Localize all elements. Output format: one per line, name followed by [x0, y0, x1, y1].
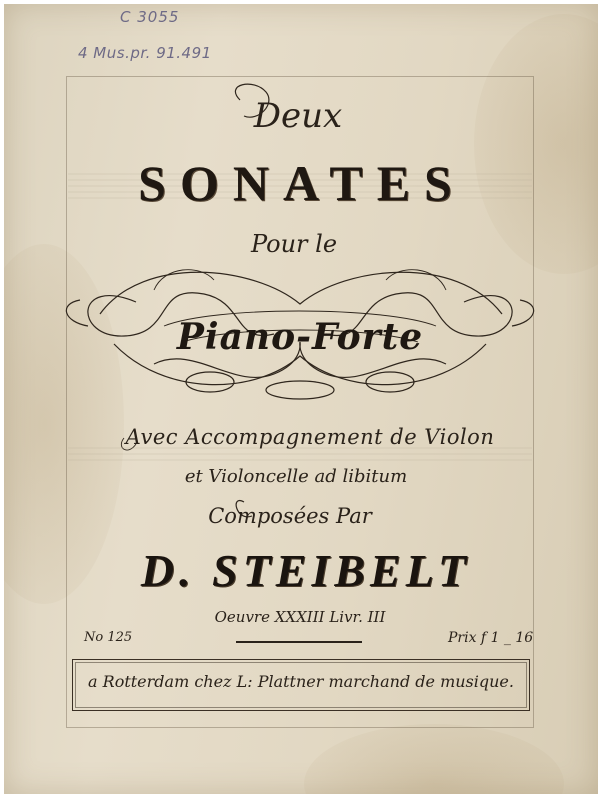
- opus-number: Oeuvre XXXIII Livr. III: [214, 608, 386, 626]
- price-label: Prix f 1 _ 16: [448, 630, 534, 646]
- divider-rule: [236, 641, 362, 643]
- plate-number: No 125: [84, 630, 133, 645]
- publisher-imprint: a Rotterdam chez L: Plattner marchand de musique.: [88, 672, 514, 691]
- composer-name: D. STEIBELT: [140, 545, 472, 596]
- title-line-deux: Deux: [253, 96, 343, 136]
- composed-by-label: Composées Par: [208, 504, 372, 528]
- title-line-pour-le: Pour le: [250, 230, 338, 258]
- accompaniment-line-2: et Violoncelle ad libitum: [184, 466, 408, 487]
- title-page: [4, 4, 598, 794]
- shelf-mark: C 3055: [120, 8, 180, 26]
- call-number: 4 Mus.pr. 91.491: [78, 44, 212, 62]
- title-sonates: SONATES: [138, 155, 466, 211]
- instrument-title: Piano-Forte: [176, 316, 424, 358]
- accompaniment-line: Avec Accompagnement de Violon: [125, 425, 495, 449]
